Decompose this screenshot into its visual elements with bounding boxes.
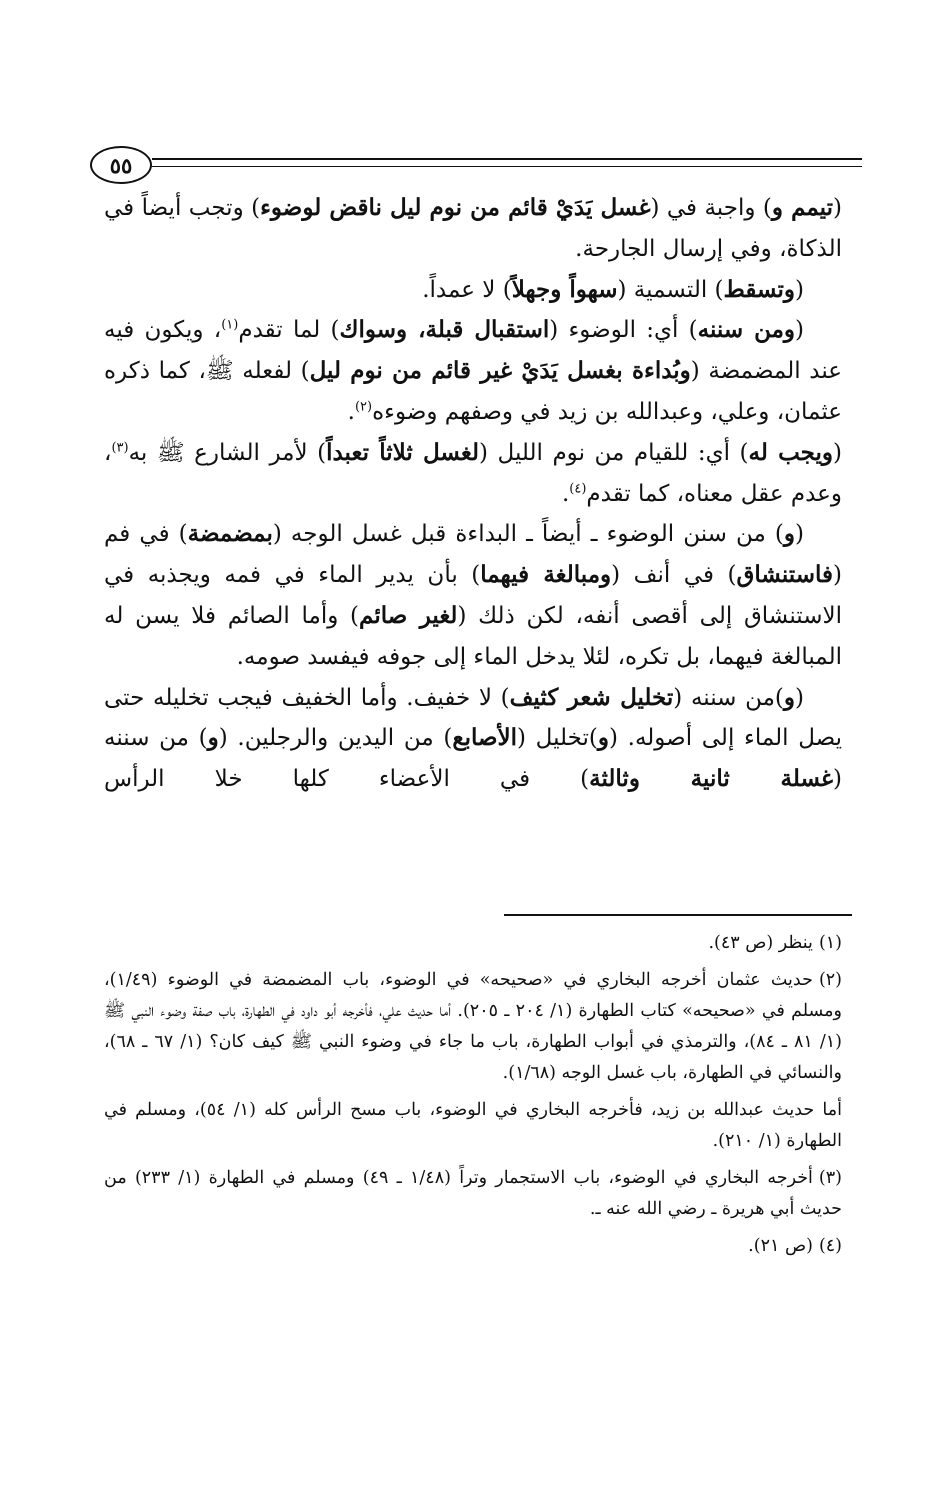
footnote-number: (٢) xyxy=(818,970,842,990)
text-run: )تخليل ( xyxy=(517,725,598,752)
text-run: ) من سنن الوضوء ـ أيضاً ـ البداءة قبل غسل الوجه ( xyxy=(272,521,784,548)
matn-phrase: بمضمضة xyxy=(187,520,273,548)
text-run: ) لفعله ﷺ، كما ذكره عثمان، وعلي، وعبدالله بن زيد في وصفهم وضوءه xyxy=(104,358,842,425)
text-run: ) لا خفيف. وأما الخفيف فيجب تخليله حتى يصل الماء إلى أصوله. ( xyxy=(104,684,842,752)
footnote-ref[interactable]: (٢) xyxy=(354,399,373,415)
text-run: ) من سننه ( xyxy=(104,725,842,793)
footnote-number: (١) xyxy=(818,933,842,953)
text-run: ( xyxy=(795,521,804,548)
matn-phrase: سهواً وجهلاً xyxy=(511,275,618,303)
text-run: ( xyxy=(795,684,804,711)
page-header xyxy=(90,138,862,184)
footnotes xyxy=(104,928,842,1268)
matn-phrase: ويجب له xyxy=(748,438,834,466)
matn-phrase: ومبالغة فيهما xyxy=(480,561,612,589)
paragraph-1 xyxy=(104,188,842,270)
matn-phrase: الأصابع xyxy=(452,724,518,752)
header-rule-bottom xyxy=(152,166,862,167)
text-run: ) وتجب أيضاً في الذكاة، وفي إرسال الجارحة. xyxy=(104,195,842,262)
matn-phrase: تخليل شعر كثيف xyxy=(509,683,674,711)
footnote-text: أما حديث عبدالله بن زيد، فأخرجه البخاري في الوضوء، باب مسح الرأس كله (١/ ٥٤)، ومسلم في الطهارة (١/ ٢١٠). xyxy=(104,1100,842,1151)
text-run: ) في أنف ( xyxy=(611,562,737,589)
text-run: ) لأمر الشارع ﷺ به xyxy=(128,439,327,466)
matn-phrase: ومن سننه xyxy=(697,316,796,344)
footnote-ref[interactable]: (٤) xyxy=(569,480,587,496)
matn-phrase: فاستنشاق xyxy=(736,561,833,589)
matn-phrase: و xyxy=(597,724,609,752)
text-run: ( xyxy=(795,276,804,303)
matn-phrase: وبُداءة بغسل يَدَيْ غير قائم من نوم ليل xyxy=(309,357,691,385)
footnote-2-continued xyxy=(104,1095,842,1157)
matn-phrase: تيمم و xyxy=(771,194,834,221)
text-run: ) بأن يدير الماء في فمه ويجذبه في الاستنشاق إلى أقصى أنفه، لكن ذلك ( xyxy=(104,562,842,629)
text-run: ، وعدم عقل معناه، كما تقدم xyxy=(104,439,842,507)
page-number: ٥٥ xyxy=(90,146,152,184)
text-run: . xyxy=(561,480,570,507)
text-run: )من سننه ( xyxy=(673,684,784,711)
footnote-text: أخرجه البخاري في الوضوء، باب الاستجمار وتراً (١/٤٨ ـ ٤٩) ومسلم في الطهارة (١/ ٢٣٣) من حديث أبي هريرة ـ رضي الله عنه ـ. xyxy=(104,1168,842,1219)
footnote-3 xyxy=(104,1163,842,1225)
main-text xyxy=(104,188,842,800)
matn-phrase: غسل يَدَيْ قائم من نوم ليل ناقض لوضوء xyxy=(260,194,651,221)
footnote-text: (ص ٢١). xyxy=(748,1236,813,1256)
text-run: ) في فم ( xyxy=(104,521,842,589)
text-run: ) واجبة في ( xyxy=(650,195,772,221)
footnote-number: (٣) xyxy=(818,1168,842,1188)
footnote-1 xyxy=(104,928,842,959)
text-run: ) لما تقدم xyxy=(238,317,340,344)
text-run: ( xyxy=(833,195,842,221)
matn-phrase: غسلة ثانية وثالثة xyxy=(589,765,834,793)
paragraph-5 xyxy=(104,514,842,677)
text-run: ، ويكون فيه عند المضمضة ( xyxy=(104,317,842,385)
text-run: ( xyxy=(833,439,842,466)
matn-phrase: لغسل ثلاثاً تعبداً xyxy=(326,438,480,466)
footnote-number: (٤) xyxy=(818,1236,842,1256)
matn-phrase: لغير صائم xyxy=(359,601,458,629)
text-run: ( xyxy=(795,317,805,344)
text-run: ) في الأعضاء كلها خلا الرأس xyxy=(104,766,590,793)
footnote-text: حديث عثمان أخرجه البخاري في «صحيحه» في الوضوء، باب المضمضة في الوضوء (١/٤٩)، ومسلم في «صحيحه» كتاب الطهارة (١/ ٢٠٤ ـ ٢٠٥). أما حديث علي، فأخرجه أبو داود في الطهارة، باب صفة وضوء النبي ﷺ (١/ ٨١ ـ ٨٤)، والترمذي في أبواب الطهارة، باب ما جاء في وضوء النبي ﷺ كيف كان؟ (١/ ٦٧ ـ ٦٨)، والنسائي في الطهارة، باب غسل الوجه (١/٦٨). xyxy=(104,970,842,1083)
footnote-separator xyxy=(504,914,852,916)
header-rule-top xyxy=(152,158,862,160)
matn-phrase: و xyxy=(783,683,796,711)
text-run: . xyxy=(347,398,355,425)
paragraph-4 xyxy=(104,433,842,515)
matn-phrase: و xyxy=(207,724,219,752)
matn-phrase: استقبال قبلة، وسواك xyxy=(339,316,550,344)
text-run: ) وأما الصائم فلا يسن له المبالغة فيهما، بل تكره، لئلا يدخل الماء إلى جوفه فيفسد صومه. xyxy=(104,602,842,670)
footnote-4 xyxy=(104,1231,842,1262)
footnote-text: ينظر (ص ٤٣). xyxy=(708,933,813,953)
text-run: ) أي: للقيام من نوم الليل ( xyxy=(479,439,749,466)
footnote-ref[interactable]: (١) xyxy=(221,317,239,333)
paragraph-3 xyxy=(104,310,842,432)
text-run: ) من اليدين والرجلين. ( xyxy=(218,725,453,752)
footnote-ref[interactable]: (٣) xyxy=(111,440,129,456)
matn-phrase: وتسقط xyxy=(723,275,796,303)
text-run: ) لا عمداً. xyxy=(422,276,512,303)
footnote-2 xyxy=(104,965,842,1089)
paragraph-2 xyxy=(104,270,842,311)
text-run: ) أي: الوضوء ( xyxy=(549,317,698,344)
matn-phrase: و xyxy=(783,520,796,548)
paragraph-6 xyxy=(104,678,842,800)
text-run: ) التسمية ( xyxy=(617,276,724,303)
